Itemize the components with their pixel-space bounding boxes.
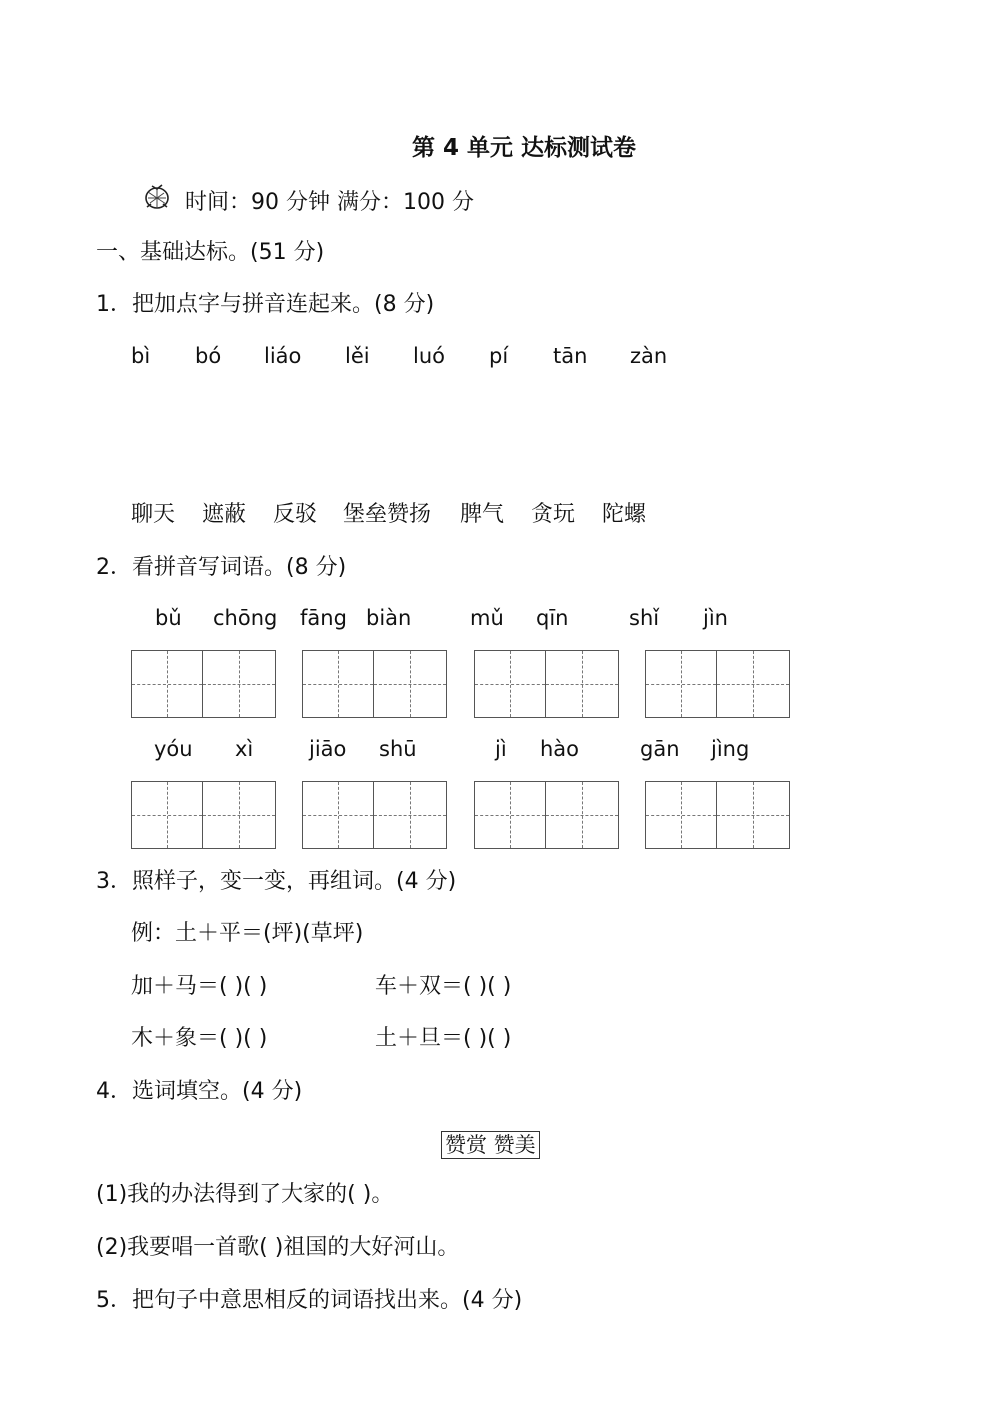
pinyin-label: mǔ [470,606,504,630]
q5-prompt: 5．把句子中意思相反的词语找出来。(4 分) [96,1288,523,1313]
q4-prompt: 4．选词填空。(4 分) [96,1079,303,1104]
q2-prompt: 2．看拼音写词语。(8 分) [96,555,347,580]
section-heading: 一、基础达标。(51 分) [96,240,325,265]
page-title: 第 4 单元 达标测试卷 [411,135,637,161]
q3-item: 加＋马＝( )( ) [131,974,268,999]
writing-grid[interactable] [474,650,619,718]
pinyin-label: fāng [300,606,347,630]
writing-grid[interactable] [645,781,790,849]
pinyin-item: lěi [345,344,370,368]
q4-sentence: (2)我要唱一首歌( )祖国的大好河山。 [96,1235,460,1260]
clock-icon [143,183,173,211]
q3-item: 土＋旦＝( )( ) [375,1026,512,1051]
word-choice-box: 赞赏 赞美 [441,1131,540,1159]
pinyin-item: tān [553,344,588,368]
word-item: 陀螺 [602,502,647,527]
pinyin-item: liáo [264,344,302,368]
word-item: 堡垒赞扬 [343,502,432,527]
word-item: 贪玩 [531,502,576,527]
pinyin-label: qīn [536,606,569,630]
q4-sentence: (1)我的办法得到了大家的( )。 [96,1182,394,1207]
pinyin-label: chōng [213,606,278,630]
word-item: 反驳 [273,502,318,527]
word-item: 脾气 [460,502,505,527]
pinyin-label: hào [540,737,580,761]
q3-prompt: 3．照样子，变一变，再组词。(4 分) [96,869,457,894]
pinyin-label: bǔ [155,606,182,630]
writing-grid[interactable] [131,781,276,849]
pinyin-label: jìn [703,606,728,630]
pinyin-label: shū [379,737,417,761]
pinyin-label: jiāo [309,737,347,761]
q3-item: 木＋象＝( )( ) [131,1026,268,1051]
pinyin-label: shǐ [629,606,660,630]
writing-grid[interactable] [302,781,447,849]
pinyin-label: jì [495,737,507,761]
writing-grid[interactable] [645,650,790,718]
q3-item: 车＋双＝( )( ) [375,974,512,999]
pinyin-item: luó [413,344,445,368]
pinyin-label: gān [640,737,680,761]
time-info: 时间：90 分钟 满分：100 分 [185,190,474,215]
pinyin-item: bì [131,344,151,368]
q1-prompt: 1．把加点字与拼音连起来。(8 分) [96,292,435,317]
q3-example: 例：土＋平＝(坪)(草坪) [131,921,364,946]
pinyin-label: jìng [711,737,750,761]
pinyin-item: pí [489,344,509,368]
pinyin-item: bó [195,344,222,368]
pinyin-label: yóu [154,737,193,761]
word-item: 遮蔽 [202,502,247,527]
writing-grid[interactable] [302,650,447,718]
writing-grid[interactable] [474,781,619,849]
writing-grid[interactable] [131,650,276,718]
pinyin-label: xì [235,737,254,761]
word-item: 聊天 [131,502,176,527]
pinyin-label: biàn [366,606,412,630]
pinyin-item: zàn [630,344,668,368]
